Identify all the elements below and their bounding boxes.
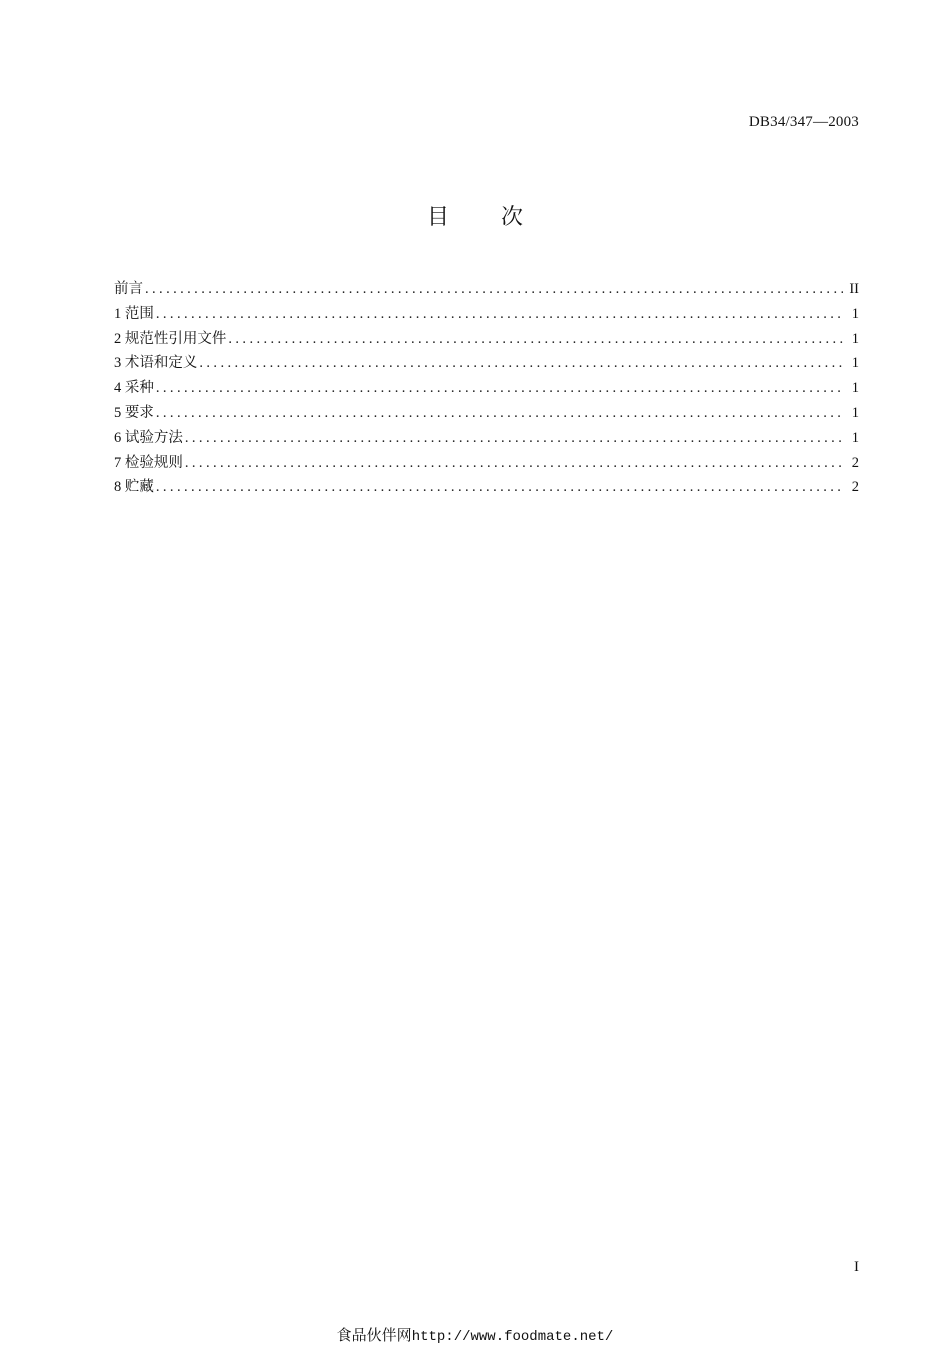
toc-entry-terms-definitions[interactable]	[114, 351, 859, 376]
toc-entry-seed-collection[interactable]	[114, 376, 859, 401]
toc-entry-page: 1	[851, 380, 859, 397]
toc-leader-dots	[156, 405, 843, 422]
toc-entry-page: II	[849, 281, 859, 297]
toc-entry-label: 3 术语和定义	[114, 355, 198, 372]
toc-entry-label: 8 贮藏	[114, 479, 154, 496]
toc-leader-dots	[156, 479, 843, 496]
page-number: I	[854, 1259, 859, 1275]
footer-source-watermark	[0, 1324, 950, 1345]
toc-leader-dots	[156, 306, 843, 323]
toc-entry-page: 1	[851, 305, 859, 322]
toc-entry-inspection-rules[interactable]	[114, 451, 859, 476]
toc-entry-page: 1	[851, 429, 859, 446]
toc-entry-label: 6 试验方法	[114, 429, 183, 446]
toc-entry-storage[interactable]	[114, 475, 859, 500]
toc-entry-label: 7 检验规则	[114, 454, 183, 471]
toc-entry-page: 2	[851, 479, 859, 496]
toc-entry-scope[interactable]	[114, 302, 859, 327]
toc-entry-page: 1	[851, 330, 859, 347]
toc-leader-dots	[185, 430, 843, 447]
toc-leader-dots	[199, 355, 843, 372]
toc-entry-normative-references[interactable]	[114, 327, 859, 352]
toc-entry-test-methods[interactable]	[114, 426, 859, 451]
toc-entry-page: 2	[851, 454, 859, 471]
toc-leader-dots	[228, 331, 843, 348]
toc-entry-page: 1	[851, 404, 859, 421]
footer-site-link[interactable]: http://www.foodmate.net/	[411, 1329, 614, 1345]
document-code: DB34/347—2003	[748, 114, 859, 130]
toc-entry-label: 1 范围	[114, 305, 154, 322]
toc-entry-label: 2 规范性引用文件	[114, 330, 227, 347]
toc-entry-foreword[interactable]	[114, 277, 859, 302]
toc-entry-requirements[interactable]	[114, 401, 859, 426]
table-of-contents	[114, 277, 859, 500]
toc-entry-page: 1	[851, 355, 859, 372]
page-title: 目次	[426, 205, 575, 230]
toc-entry-label: 前言	[114, 281, 143, 297]
toc-leader-dots	[145, 281, 843, 298]
toc-leader-dots	[156, 380, 843, 397]
toc-entry-label: 4 采种	[114, 380, 154, 397]
toc-leader-dots	[185, 455, 843, 472]
footer-site-name: 食品伙伴网	[336, 1328, 412, 1344]
toc-entry-label: 5 要求	[114, 404, 154, 421]
